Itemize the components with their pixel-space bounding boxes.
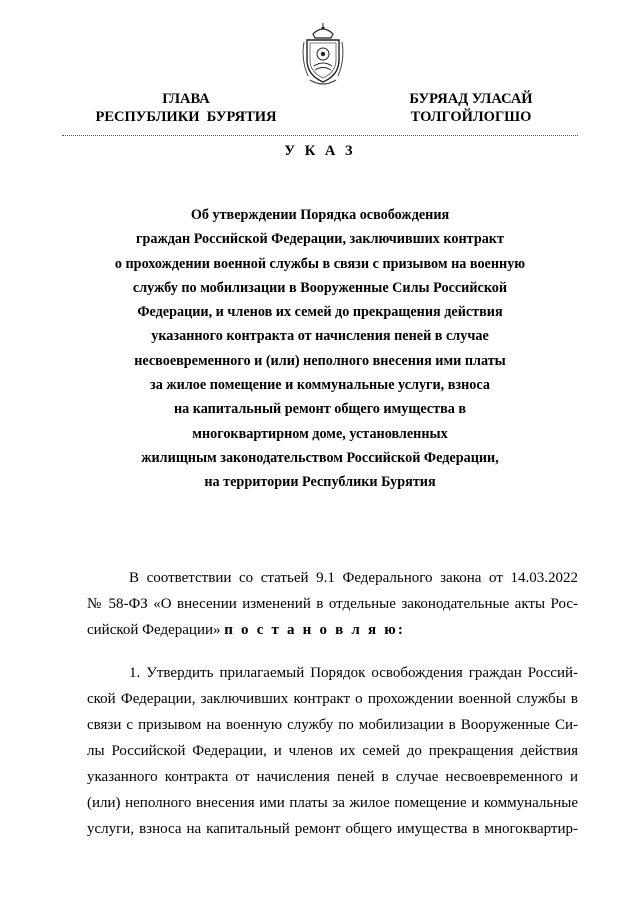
- title-line: жилищным законодательством Российской Федерации,: [141, 449, 499, 466]
- title-line: за жилое помещение и коммунальные услуги, взноса: [150, 377, 490, 394]
- title-line: службу по мобилизации в Вооруженные Силы Российской: [132, 279, 508, 296]
- preamble-line: В соответствии со статьей 9.1 Федерального закона от 14.03.2022: [129, 570, 578, 586]
- clause-line: связи с призывом на военную службу по мобилизации в Вооруженные Си-: [87, 717, 578, 733]
- preamble-paragraph: [87, 565, 578, 643]
- title-line: Федерации, и членов их семей до прекращения действия: [137, 304, 503, 321]
- header-left-line-2: РЕСПУБЛИКИ БУРЯТИЯ: [95, 109, 277, 125]
- header-separator: [62, 135, 578, 136]
- clause-line: услуги, взноса на капитальный ремонт общего имущества в многоквартир-: [87, 821, 578, 837]
- header-right-issuer: [378, 90, 564, 126]
- decree-emphasis: п о с т а н о в л я ю:: [224, 622, 406, 638]
- preamble-line: сийской Федерации»: [87, 622, 221, 638]
- title-line: граждан Российской Федерации, заключивших контракт: [136, 231, 504, 248]
- clause-line: лы Российской Федерации, и членов их семей до прекращения действия: [87, 743, 578, 759]
- title-line: о прохождении военной службы в связи с призывом на военную: [114, 255, 526, 272]
- preamble-line-final: [87, 617, 578, 643]
- clause-line: указанного контракта от начисления пеней в случае несвоевременного и: [87, 769, 578, 785]
- clause-line: 1. Утвердить прилагаемый Порядок освобождения граждан Россий-: [129, 665, 578, 681]
- header-left-line-1: ГЛАВА: [162, 91, 210, 107]
- document-type: У К А З: [284, 143, 356, 159]
- title-line: на капитальный ремонт общего имущества в: [173, 401, 467, 418]
- clause-line: ской Федерации, заключивших контракт о прохождении военной службы в: [87, 691, 578, 707]
- document-title: [90, 203, 550, 495]
- title-line: несвоевременного и (или) неполного внесения ими платы: [134, 352, 506, 369]
- title-line: Об утверждении Порядка освобождения: [190, 207, 450, 223]
- coat-of-arms-emblem: [298, 20, 348, 90]
- title-line: многоквартирном доме, установленных: [192, 425, 448, 442]
- clause-1-paragraph: [87, 660, 578, 842]
- coat-of-arms-icon: [298, 20, 348, 90]
- title-line: указанного контракта от начисления пеней в случае: [151, 328, 489, 345]
- header-right-line-1: БУРЯАД УЛАСАЙ: [409, 91, 533, 107]
- preamble-line: № 58-ФЗ «О внесении изменений в отдельные законодательные акты Рос-: [87, 596, 578, 612]
- title-line: на территории Республики Бурятия: [204, 474, 436, 491]
- header-right-line-2: ТОЛГОЙЛОГШО: [410, 109, 532, 125]
- header-left-issuer: [86, 90, 286, 126]
- clause-line: (или) неполного внесения ими платы за жилое помещение и коммунальные: [87, 795, 578, 811]
